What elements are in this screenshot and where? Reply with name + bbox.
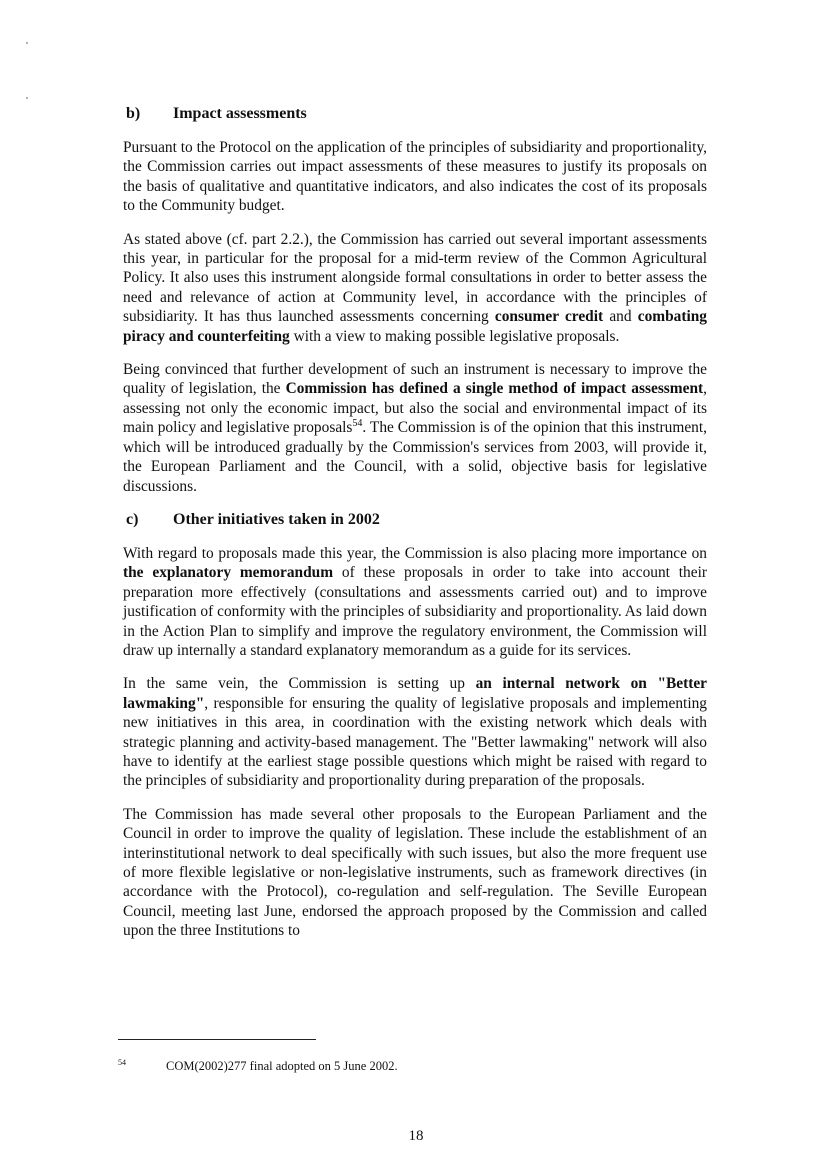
text-run: . The Commission is of the opinion that this instrument, which will be introduced gradually by the Commission's services from 2003, will provide it, the European Parliament and the Council, with a solid, objective basis for legislative discussions. [123, 419, 707, 495]
section-c-paragraph-1 [123, 544, 707, 660]
text-run: , responsible for ensuring the quality of legislative proposals and implementing new initiatives in this area, in coordination with the existing network which deals with strategic planning and activity-based management. The "Better lawmaking" network will also have to identify at the earliest stage possible questions which might be raised with regard to the principles of subsidiarity and proportionality during preparation of the proposals. [123, 694, 707, 790]
text-run: , assessing not only the economic impact, but also the social and environmental impact of its main policy and legislative proposals [123, 380, 707, 437]
section-b-paragraph-2 [123, 230, 707, 346]
text-run: of these proposals in order to take into account their preparation more effectively (consultations and assessments carried out) and to improve justification of conformity with the principles of subsidiarity and proportionality. As laid down in the Action Plan to simplify and improve the regulatory environment, the Commission will draw up internally a standard explanatory memorandum as a guide for its services. [123, 564, 707, 659]
section-b-heading [126, 104, 707, 124]
text-run: Being convinced that further development of such an instrument is necessary to improve the quality of legislation, the [123, 361, 707, 398]
page-number: 18 [408, 1128, 424, 1144]
footnote-number: 54 [118, 1058, 126, 1067]
text-run: With regard to proposals made this year, the Commission is also placing more importance on [123, 544, 707, 562]
emphasis-combating-piracy: combating piracy and counterfeiting [123, 308, 707, 345]
footnote [118, 1058, 398, 1074]
text-run: with a view to making possible legislative proposals. [289, 327, 620, 345]
section-c-heading [126, 510, 707, 530]
page-content [123, 104, 707, 955]
section-b-letter: b) [126, 105, 141, 122]
section-c-letter: c) [126, 510, 139, 528]
text-run: In the same vein, the Commission is setting up [123, 675, 476, 693]
text-run: and [603, 308, 638, 326]
footnote-reference[interactable]: 54 [352, 418, 363, 430]
text-run: As stated above (cf. part 2.2.), the Commission has carried out several important assessments this year, in particular for the proposal for a mid-term review of the Common Agricultural Policy. It also uses this instrument alongside formal consultations in order to better assess the need and relevance of action at Community level, in accordance with the principles of subsidiarity. It has thus launched assessments concerning [123, 230, 707, 326]
footnote-text: COM(2002)277 final adopted on 5 June 2002. [166, 1059, 398, 1073]
section-c-paragraph-2 [123, 674, 707, 790]
emphasis-explanatory-memorandum: the explanatory memorandum [123, 564, 334, 582]
scan-speck [26, 97, 28, 99]
section-b-paragraph-1 [123, 138, 707, 216]
text-run: The Commission has made several other proposals to the European Parliament and the Council in order to improve the quality of legislation. These include the establishment of an interinstitutional network to deal specifically with such issues, but also the more frequent use of more flexible legislative or non-legislative instruments, such as framework directives (in accordance with the Protocol), co-regulation and self-regulation. The Seville European Council, meeting last June, endorsed the approach proposed by the Commission and called upon the three Institutions to [123, 805, 707, 940]
emphasis-single-method: Commission has defined a single method of impact assessment [285, 380, 704, 398]
scan-speck [26, 42, 28, 44]
footnote-separator [118, 1039, 316, 1040]
text-run: Pursuant to the Protocol on the application of the principles of subsidiarity and proportionality, the Commission carries out impact assessments of these measures to justify its proposals on the basis of qualitative and quantitative indicators, and also indicates the cost of its proposals to the Community budget. [123, 139, 707, 215]
section-b-title: Impact assessments [173, 105, 307, 122]
emphasis-better-lawmaking: an internal network on "Better lawmaking" [123, 675, 708, 712]
section-c-paragraph-3 [123, 805, 707, 941]
section-c-title: Other initiatives taken in 2002 [173, 510, 380, 528]
emphasis-consumer-credit: consumer credit [494, 308, 604, 326]
section-b-paragraph-3 [123, 360, 707, 496]
